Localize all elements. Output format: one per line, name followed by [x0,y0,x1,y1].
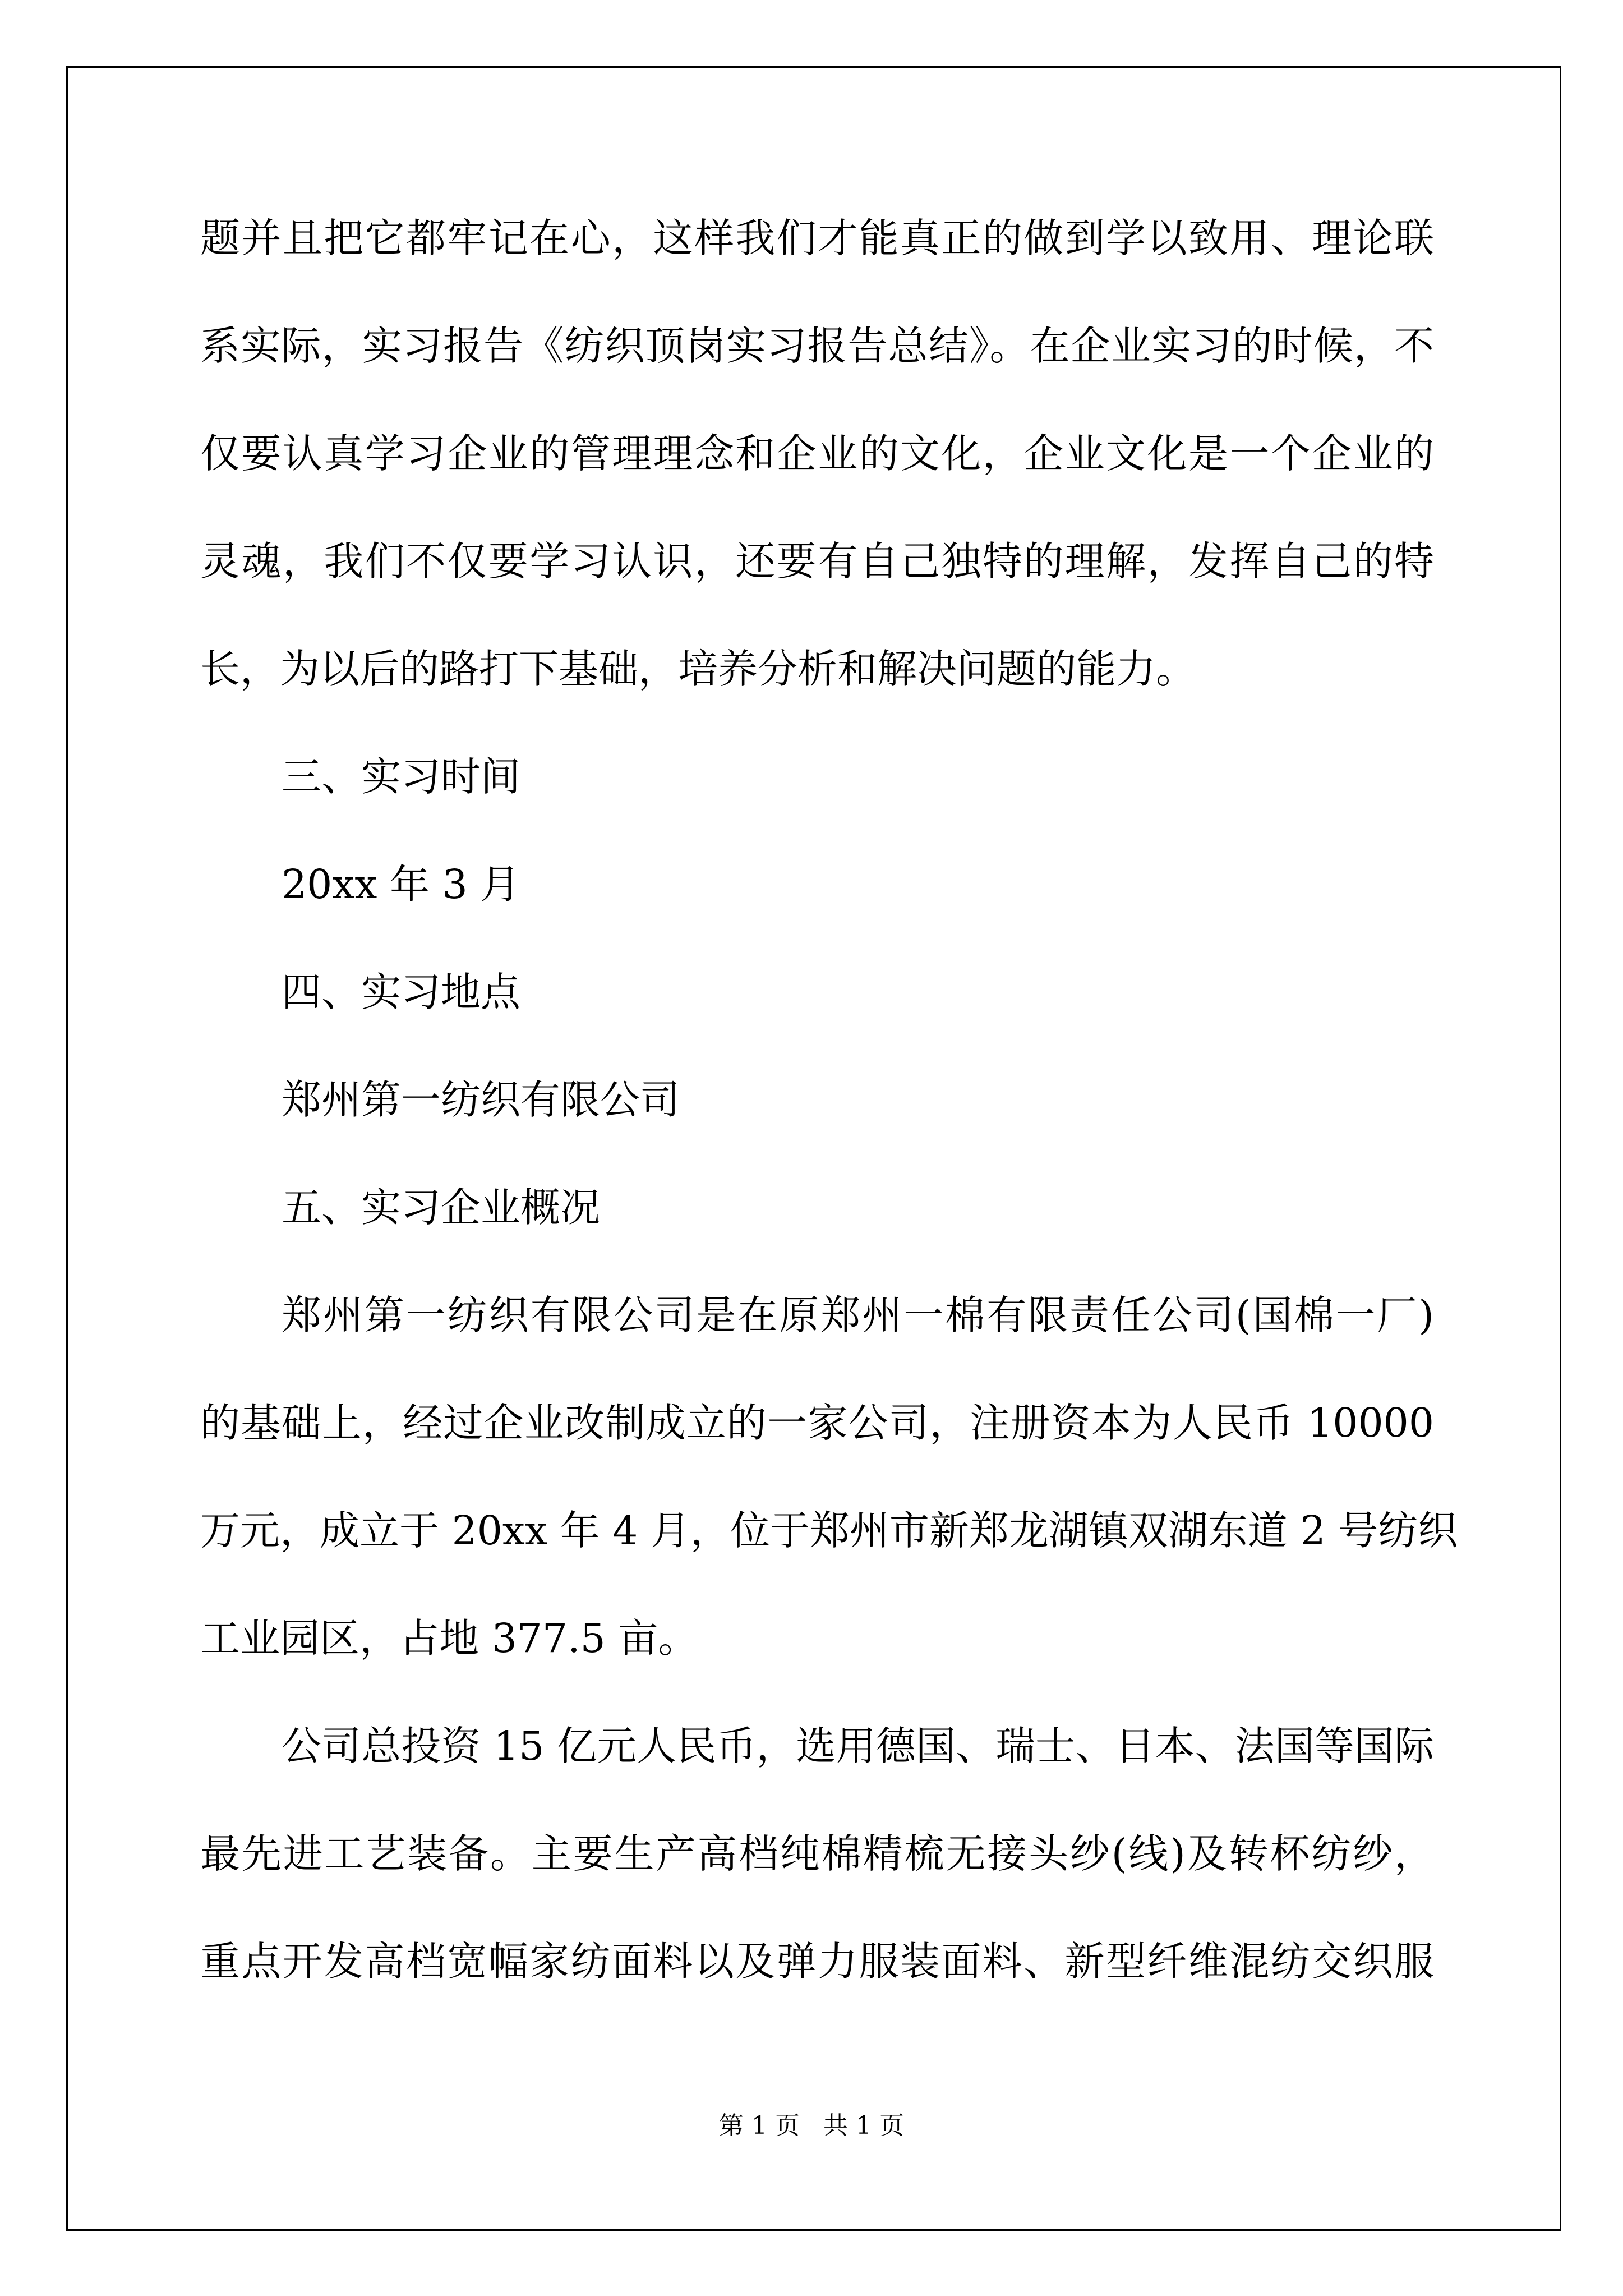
body-line: 工业园区，占地 377.5 亩。 [200,1615,698,1662]
body-line: 灵魂，我们不仅要学习认识，还要有自己独特的理解，发挥自己的特 [200,538,1434,585]
section-heading: 五、实习企业概况 [282,1184,601,1231]
body-line: 长，为以后的路打下基础，培养分析和解决问题的能力。 [200,646,1196,692]
body-line: 重点开发高档宽幅家纺面料以及弹力服装面料、新型纤维混纺交织服 [200,1938,1434,1985]
page-footer [0,2109,1623,2143]
body-line: 20xx 年 3 月 [282,861,520,908]
section-heading: 四、实习地点 [282,969,521,1015]
body-line: 仅要认真学习企业的管理理念和企业的文化，企业文化是一个企业的 [200,430,1434,477]
body-line: 最先进工艺装备。主要生产高档纯棉精梳无接头纱(线)及转杯纺纱， [200,1830,1434,1877]
page-frame [66,66,1561,2231]
page-total: 共 1 页 [823,2111,904,2140]
section-heading: 三、实习时间 [282,753,521,800]
body-line: 万元，成立于 20xx 年 4 月，位于郑州市新郑龙湖镇双湖东道 2 号纺织 [200,1507,1458,1554]
body-line: 郑州第一纺织有限公司 [282,1076,680,1123]
body-line: 题并且把它都牢记在心，这样我们才能真正的做到学以致用、理论联 [200,215,1434,261]
body-line: 公司总投资 15 亿元人民币，选用德国、瑞士、日本、法国等国际 [282,1723,1434,1769]
body-line: 郑州第一纺织有限公司是在原郑州一棉有限责任公司(国棉一厂) [282,1292,1434,1338]
body-line: 系实际，实习报告《纺织顶岗实习报告总结》。在企业实习的时候，不 [200,323,1434,369]
page-number: 第 1 页 [719,2111,800,2140]
body-line: 的基础上，经过企业改制成立的一家公司，注册资本为人民币 10000 [200,1400,1434,1446]
